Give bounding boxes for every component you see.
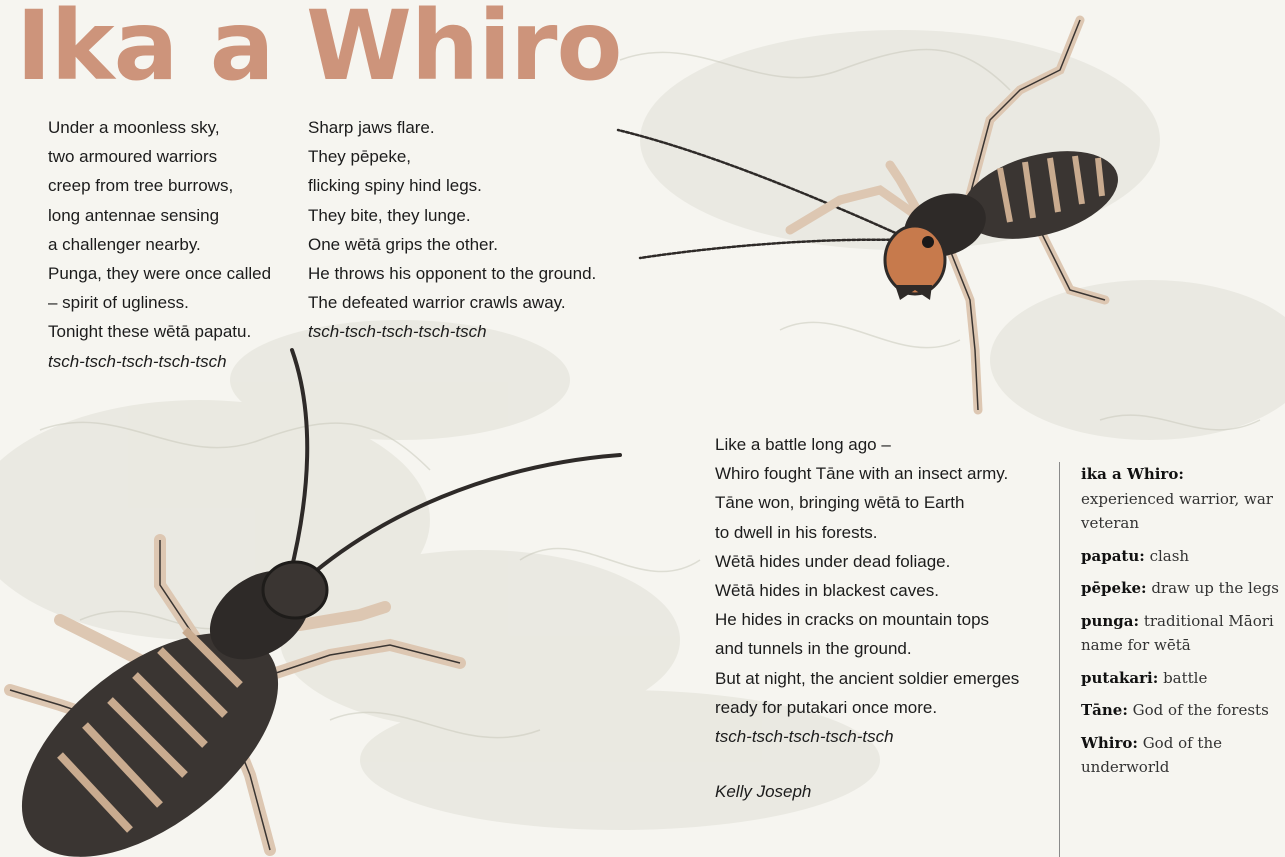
- poem-line: They pēpeke,: [308, 147, 412, 167]
- glossary-entry: [1081, 731, 1281, 780]
- poem-line: creep from tree burrows,: [48, 176, 234, 196]
- glossary-definition: draw up the legs: [1151, 579, 1279, 597]
- glossary-definition: experienced warrior, war veteran: [1081, 489, 1273, 532]
- poem-line: He throws his opponent to the ground.: [308, 264, 597, 284]
- poem-line: and tunnels in the ground.: [715, 639, 912, 659]
- glossary-entry: [1081, 576, 1281, 601]
- poem-stanza-3: [715, 430, 1019, 751]
- poem-line: – spirit of ugliness.: [48, 293, 189, 313]
- poem-line: Tonight these wētā papatu.: [48, 322, 252, 342]
- page-title: Ika a Whiro: [16, 0, 622, 102]
- poem-line: ready for putakari once more.: [715, 697, 938, 717]
- poem-line: Like a battle long ago –: [715, 435, 891, 454]
- poem-line: He hides in cracks on mountain tops: [715, 610, 990, 630]
- glossary-entry: [1081, 698, 1281, 723]
- glossary-term: Whiro:: [1081, 733, 1138, 752]
- poem-line: Tāne won, bringing wētā to Earth: [715, 493, 965, 513]
- glossary-definition: battle: [1163, 668, 1208, 687]
- weta-bottom-left: [0, 345, 640, 857]
- glossary-definition: God of the underworld: [1081, 733, 1222, 776]
- poem-line: Wētā hides in blackest caves.: [715, 581, 939, 601]
- glossary: [1081, 462, 1281, 788]
- poem-line: One wētā grips the other.: [308, 234, 498, 254]
- glossary-term: papatu:: [1081, 546, 1145, 565]
- poem-line: tsch-tsch-tsch-tsch-tsch: [48, 351, 227, 371]
- glossary-definition: traditional Māori name for wētā: [1081, 611, 1274, 654]
- glossary-entry: [1081, 666, 1281, 691]
- glossary-divider: [1059, 462, 1060, 857]
- weta-top-right: [600, 0, 1160, 430]
- poem-line: Wētā hides under dead foliage.: [715, 551, 951, 571]
- glossary-definition: God of the forests: [1132, 701, 1269, 719]
- poem-line: long antennae sensing: [48, 205, 220, 225]
- poem-line: to dwell in his forests.: [715, 522, 878, 542]
- poem-line: flicking spiny hind legs.: [308, 176, 482, 196]
- poem-line: But at night, the ancient soldier emerges: [715, 668, 1020, 688]
- poem-line: Under a moonless sky,: [48, 118, 220, 137]
- poem-line: The defeated warrior crawls away.: [308, 293, 566, 313]
- poem-line: two armoured warriors: [48, 147, 218, 167]
- poem-stanza-1: [48, 113, 271, 376]
- glossary-term: ika a Whiro:: [1081, 465, 1184, 483]
- poem-line: tsch-tsch-tsch-tsch-tsch: [308, 322, 487, 342]
- poem-line: Punga, they were once called: [48, 264, 272, 284]
- glossary-definition: clash: [1149, 546, 1190, 565]
- author-name: Kelly Joseph: [715, 782, 812, 801]
- glossary-entry: [1081, 462, 1281, 536]
- poem-line: tsch-tsch-tsch-tsch-tsch: [715, 727, 894, 747]
- poem-line: They bite, they lunge.: [308, 205, 471, 225]
- glossary-term: punga:: [1081, 611, 1140, 630]
- glossary-term: putakari:: [1081, 668, 1159, 687]
- glossary-entry: [1081, 609, 1281, 658]
- poem-line: Whiro fought Tāne with an insect army.: [715, 464, 1009, 484]
- poem-line: Sharp jaws flare.: [308, 118, 435, 137]
- poem-stanza-2: [308, 113, 596, 347]
- glossary-term: pēpeke:: [1081, 579, 1147, 597]
- glossary-term: Tāne:: [1081, 701, 1128, 719]
- poem-line: a challenger nearby.: [48, 234, 201, 254]
- glossary-entry: [1081, 544, 1281, 569]
